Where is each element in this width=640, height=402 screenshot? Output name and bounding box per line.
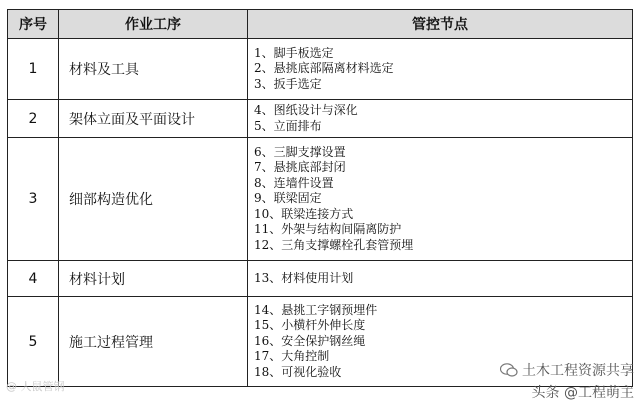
row-no: 4 <box>8 261 59 297</box>
control-points-table <box>7 9 633 387</box>
control-point: 18、可视化验收 <box>254 364 342 379</box>
watermark-right <box>500 360 634 402</box>
control-point: 14、悬挑工字钢预埋件 <box>254 302 378 317</box>
table-row <box>8 138 633 261</box>
table-row <box>8 261 633 297</box>
control-point: 6、三脚支撑设置 <box>254 144 346 159</box>
row-process: 架体立面及平面设计 <box>59 100 248 138</box>
row-process: 材料计划 <box>59 261 248 297</box>
watermark-left: @ 人鼠管钢 <box>6 380 65 393</box>
control-point: 16、安全保护钢丝绳 <box>254 333 366 348</box>
table-header-row <box>8 10 633 39</box>
header-process: 作业工序 <box>59 10 248 39</box>
row-control-points <box>248 261 633 297</box>
control-point: 2、悬挑底部隔离材料选定 <box>254 61 394 76</box>
control-point: 12、三角支撑螺栓孔套管预埋 <box>254 237 414 252</box>
header-no: 序号 <box>8 10 59 39</box>
row-process: 施工过程管理 <box>59 297 248 387</box>
control-point: 8、连墙件设置 <box>254 175 334 190</box>
control-point: 10、联梁连接方式 <box>254 206 354 221</box>
watermark-line2: 头条 @工程萌主 <box>531 385 634 401</box>
table-row <box>8 100 633 138</box>
control-point: 4、图纸设计与深化 <box>254 103 358 117</box>
wechat-icon <box>500 363 518 377</box>
control-point: 15、小横杆外伸长度 <box>254 318 366 333</box>
row-no: 1 <box>8 39 59 100</box>
control-point: 11、外架与结构间隔离防护 <box>254 222 402 237</box>
control-point: 5、立面排布 <box>254 118 322 133</box>
row-process: 细部构造优化 <box>59 138 248 261</box>
control-point: 17、大角控制 <box>254 349 330 364</box>
row-no: 3 <box>8 138 59 261</box>
row-process: 材料及工具 <box>59 39 248 100</box>
control-point: 3、扳手选定 <box>254 76 322 91</box>
control-point: 1、脚手板选定 <box>254 45 334 60</box>
watermark-line1 <box>500 360 634 380</box>
row-no: 2 <box>8 100 59 138</box>
control-point: 13、材料使用计划 <box>254 270 354 285</box>
table-row <box>8 39 633 100</box>
row-no: 5 <box>8 297 59 387</box>
header-control-points: 管控节点 <box>248 10 633 39</box>
control-point: 9、联梁固定 <box>254 191 322 206</box>
control-point: 7、悬挑底部封闭 <box>254 160 346 175</box>
row-control-points <box>248 39 633 100</box>
row-control-points <box>248 100 633 138</box>
watermark-account: 土木工程资源共享 <box>522 363 634 379</box>
row-control-points <box>248 138 633 261</box>
